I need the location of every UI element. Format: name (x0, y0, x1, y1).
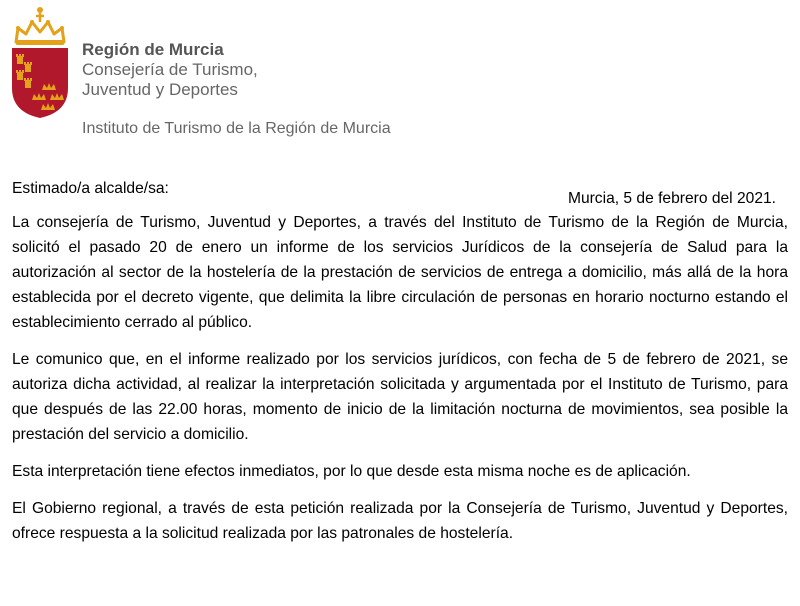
paragraph-3: Esta interpretación tiene efectos inmediatos, por lo que desde esta misma noche es de aplicación. (12, 463, 691, 480)
letterhead (0, 0, 800, 150)
crown-icon (16, 7, 64, 45)
institute-name: Instituto de Turismo de la Región de Murcia (82, 120, 391, 137)
greeting: Estimado/a alcalde/sa: (12, 180, 169, 197)
letter-date: Murcia, 5 de febrero del 2021. (567, 190, 776, 207)
greeting-row (12, 176, 788, 210)
paragraph-1: La consejería de Turismo, Juventud y Deportes, a través del Instituto de Turismo de la Región de Murcia, solicitó el pasado 20 de enero un informe de los servicios Jurídicos de la consejería de Salud para la autorización al sector de la hostelería de la prestación de servicios de entrega a domicilio, más allá de la hora establecida por el decreto vigente, que delimita la libre circulación de personas en horario nocturno estando el establecimiento cerrado al público. (12, 214, 788, 331)
shield-icon (12, 48, 68, 118)
letter-body (12, 176, 788, 558)
org-department-line-1: Consejería de Turismo, (82, 60, 258, 79)
organization-name-block (82, 40, 258, 100)
org-name: Región de Murcia (82, 40, 224, 59)
paragraph-2: Le comunico que, en el informe realizado por los servicios jurídicos, con fecha de 5 de febrero de 2021, se autoriza dicha actividad, al realizar la interpretación solicitada y argumentada por el Instituto de Turismo, para que después de las 22.00 horas, momento de inicio de la limitación nocturna de movimientos, sea posible la prestación del servicio a domicilio. (12, 351, 788, 443)
region-crest-logo (8, 4, 72, 120)
org-department-line-2: Juventud y Deportes (82, 80, 238, 99)
paragraph-4: El Gobierno regional, a través de esta petición realizada por la Consejería de Turismo, Juventud y Deportes, ofrece respuesta a la solicitud realizada por las patronales de hostelería. (12, 500, 788, 542)
